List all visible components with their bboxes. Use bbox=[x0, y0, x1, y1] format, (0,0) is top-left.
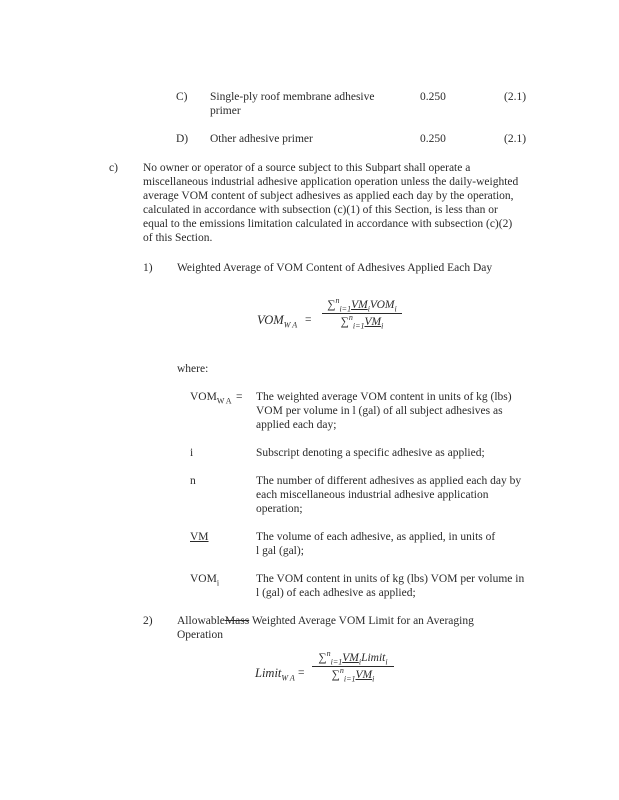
item-heading: Weighted Average of VOM Content of Adhesives Applied Each Day bbox=[177, 262, 493, 274]
definition-line: l gal (gal); bbox=[256, 545, 304, 557]
definition-term: $VOM_{W A}$ bbox=[190, 391, 232, 406]
definition-equals: = bbox=[236, 391, 243, 403]
row-letter: C) bbox=[176, 91, 188, 103]
definition-line: each miscellaneous industrial adhesive application bbox=[256, 489, 489, 501]
fraction-bar bbox=[322, 313, 402, 314]
item-heading: AllowableMass Weighted Average VOM Limit for an Averaging bbox=[177, 615, 474, 627]
row-ref: (2.1) bbox=[504, 91, 527, 103]
formula-fraction bbox=[322, 298, 402, 329]
definition-line: l (gal) of each adhesive as applied; bbox=[256, 587, 416, 599]
row-ref: (2.1) bbox=[504, 133, 527, 145]
formula-fraction bbox=[312, 651, 394, 682]
section-line: average VOM content of subject adhesives as applied each day by the operation, bbox=[143, 190, 514, 202]
row-letter: D) bbox=[176, 133, 189, 145]
row-value: 0.250 bbox=[420, 133, 446, 145]
row-description-cont: primer bbox=[210, 105, 241, 117]
definition-line: Subscript denoting a specific adhesive as applied; bbox=[256, 447, 485, 459]
section-line: No owner or operator of a source subject to this Subpart shall operate a bbox=[143, 162, 471, 174]
item-heading-cont: Operation bbox=[177, 629, 223, 641]
where-label: where: bbox=[177, 363, 209, 375]
formula-numerator: $\sum^n_{i=1}VM_iVOM_i$ bbox=[327, 296, 397, 314]
formula-denominator: $\sum^n_{i=1}VM_i$ bbox=[331, 666, 375, 684]
section-marker: c) bbox=[109, 162, 118, 174]
definition-term: n bbox=[190, 475, 196, 487]
formula-equals: = bbox=[298, 667, 305, 679]
fraction-bar bbox=[312, 666, 394, 667]
definition-term: i bbox=[190, 447, 194, 459]
row-value: 0.250 bbox=[420, 91, 446, 103]
definition-line: The number of different adhesives as applied each day by bbox=[256, 475, 522, 487]
definition-line: VOM per volume in l (gal) of all subject adhesives as bbox=[256, 405, 503, 417]
definition-line: The VOM content in units of kg (lbs) VOM per volume in bbox=[256, 573, 525, 585]
section-line: calculated in accordance with subsection (c)(1) of this Section, is less than or bbox=[143, 204, 498, 216]
formula-equals: = bbox=[305, 314, 312, 326]
definition-line: The weighted average VOM content in units of kg (lbs) bbox=[256, 391, 512, 403]
row-description: Single-ply roof membrane adhesive bbox=[210, 91, 375, 103]
definition-line: operation; bbox=[256, 503, 303, 515]
formula-lhs: Limit$_{W A}$ bbox=[255, 666, 295, 683]
section-line: miscellaneous industrial adhesive application operation unless the daily-weighted bbox=[143, 176, 519, 188]
definition-line: The volume of each adhesive, as applied, in units of bbox=[256, 531, 496, 543]
item-marker: 1) bbox=[143, 262, 153, 274]
definition-term: $VOM_i$ bbox=[190, 573, 220, 588]
item-marker: 2) bbox=[143, 615, 153, 627]
definition-line: applied each day; bbox=[256, 419, 337, 431]
row-description: Other adhesive primer bbox=[210, 133, 313, 145]
section-line: of this Section. bbox=[143, 232, 213, 244]
section-line: equal to the emissions limitation calculated in accordance with subsection (c)(2) bbox=[143, 218, 513, 230]
formula-numerator: $\sum^n_{i=1}VM_iLimit_i$ bbox=[318, 649, 388, 667]
formula-lhs: $VOM_{W A}$ bbox=[257, 313, 298, 330]
definition-term: VM bbox=[190, 531, 209, 543]
formula-denominator: $\sum^n_{i=1}VM_i$ bbox=[340, 313, 384, 331]
